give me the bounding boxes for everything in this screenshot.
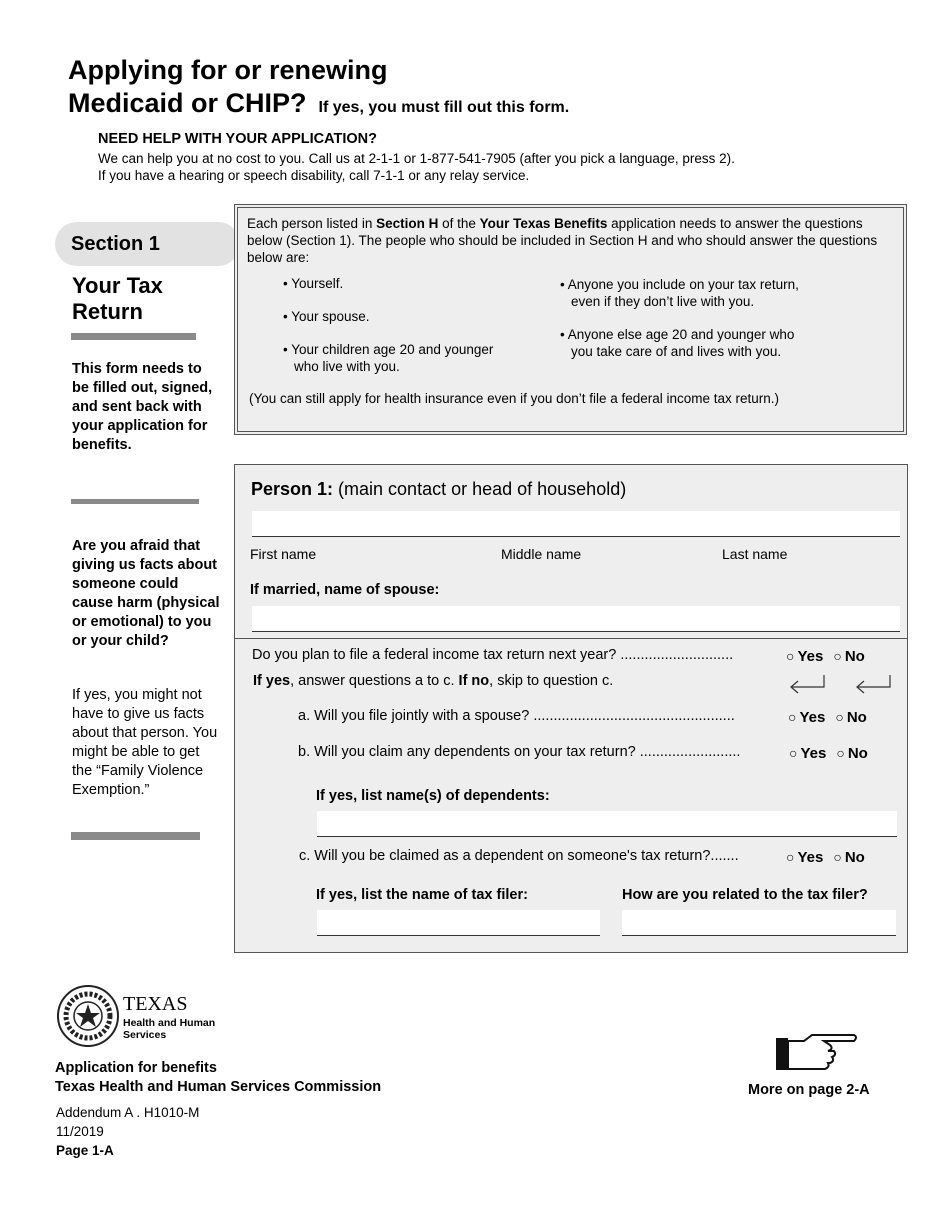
question-file-return: Do you plan to file a federal income tax return next year? ............................	[252, 647, 734, 663]
sidebar-note: This form needs to be filled out, signed, and sent back with your application for benefits.	[72, 361, 213, 453]
texas-seal-icon	[56, 984, 120, 1048]
list-item: • Anyone else age 20 and younger who you take care of and lives with you.	[560, 327, 795, 359]
page-title	[68, 54, 569, 124]
form-date: 11/2019	[56, 1124, 104, 1139]
question-a-no-radio[interactable]	[835, 709, 866, 726]
no-label: No	[844, 849, 865, 866]
title-line-2: Medicaid or CHIP?	[68, 88, 307, 118]
middle-name-label: Middle name	[501, 546, 582, 562]
sidebar-divider	[71, 499, 199, 504]
radio-icon: ○	[789, 745, 798, 761]
file-return-options	[786, 648, 865, 665]
radio-icon: ○	[786, 849, 795, 865]
intro-text: application needs to answer the questions below (Section 1). The people who should be included in Section H and who should answer the questions below are:	[247, 216, 878, 265]
yes-label: Yes	[800, 745, 827, 762]
title-subtitle: If yes, you must fill out this form.	[318, 99, 570, 116]
list-item: • Your spouse.	[283, 309, 370, 324]
instructions-intro	[247, 215, 897, 266]
list-item: • Anyone you include on your tax return, even if they don’t live with you.	[560, 277, 799, 309]
return-arrow-icon	[857, 675, 890, 693]
instr-bold: If yes	[253, 673, 291, 689]
question-c-options	[786, 849, 865, 866]
question-c: c. Will you be claimed as a dependent on someone's tax return?.......	[299, 848, 739, 864]
no-label: No	[844, 648, 865, 665]
tax-filer-input[interactable]	[317, 910, 600, 936]
question-a-yes-radio[interactable]	[788, 709, 825, 726]
section-label: Section 1	[55, 222, 240, 266]
title-line-1: Applying for or renewing	[68, 55, 388, 85]
file-return-no-radio[interactable]	[833, 648, 864, 665]
question-b-no-radio[interactable]	[836, 745, 867, 762]
first-name-label: First name	[250, 546, 317, 562]
intro-text: of the	[438, 216, 480, 231]
instructions-note: (You can still apply for health insurance even if you don’t file a federal income tax return.)	[249, 391, 780, 406]
intro-text: Each person listed in	[247, 216, 377, 231]
no-label: No	[846, 709, 867, 726]
more-on-next-page: More on page 2-A	[748, 1082, 870, 1098]
person-1-form	[234, 464, 908, 953]
spouse-label: If married, name of spouse:	[250, 582, 440, 598]
person-heading-rest: (main contact or head of household)	[333, 479, 627, 499]
relation-label: How are you related to the tax filer?	[622, 887, 868, 903]
sidebar-divider	[71, 832, 200, 840]
form-id: Addendum A . H1010-M	[56, 1105, 200, 1120]
eligible-list-left	[283, 275, 513, 391]
question-b-options	[789, 745, 868, 762]
instructions-box	[234, 204, 907, 435]
footer-agency: Texas Health and Human Services Commission	[55, 1079, 382, 1095]
instr-bold: If no	[458, 673, 490, 689]
radio-icon: ○	[835, 709, 844, 725]
return-arrow-icon	[791, 675, 824, 693]
tax-filer-label: If yes, list the name of tax filer:	[316, 887, 528, 903]
last-name-label: Last name	[722, 546, 788, 562]
help-line-1: We can help you at no cost to you. Call us at 2-1-1 or 1-877-541-7905 (after you pick a language, press 2).	[98, 151, 735, 166]
intro-bold: Section H	[376, 216, 439, 231]
list-item: • Your children age 20 and younger who live with you.	[283, 342, 494, 374]
list-item: • Yourself.	[283, 276, 344, 291]
sidebar-question: Are you afraid that giving us facts about someone could cause harm (physical or emotional) to you or your child?	[72, 538, 220, 649]
form-divider	[235, 638, 907, 639]
radio-icon: ○	[836, 745, 845, 761]
person-heading-bold: Person 1:	[251, 479, 334, 499]
pointing-hand-icon	[774, 1032, 860, 1076]
yes-label: Yes	[797, 648, 824, 665]
help-line-2: If you have a hearing or speech disability, call 7-1-1 or any relay service.	[98, 168, 530, 183]
footer-app-label: Application for benefits	[55, 1060, 217, 1076]
question-instructions	[253, 673, 613, 689]
dependents-label: If yes, list name(s) of dependents:	[316, 788, 550, 804]
name-input[interactable]	[252, 511, 900, 537]
question-a: a. Will you file jointly with a spouse? ..................................................	[298, 708, 735, 724]
no-label: No	[847, 745, 868, 762]
person-heading	[251, 479, 626, 500]
spouse-name-input[interactable]	[252, 606, 900, 632]
sidebar-answer: If yes, you might not have to give us facts about that person. You might be able to get the “Family Violence Exemption.”	[72, 687, 218, 798]
radio-icon: ○	[833, 648, 842, 664]
hhs-logo	[56, 984, 226, 1048]
section-title: Your Tax Return	[72, 273, 163, 324]
intro-bold: Your Texas Benefits	[479, 216, 608, 231]
logo-line-3: Services	[123, 1029, 167, 1041]
arrow-icons	[788, 672, 898, 698]
logo-texas: TEXAS	[123, 993, 188, 1015]
radio-icon: ○	[833, 849, 842, 865]
question-c-yes-radio[interactable]	[786, 849, 823, 866]
instr-text: , skip to question c.	[489, 673, 614, 689]
question-b-yes-radio[interactable]	[789, 745, 826, 762]
help-heading: NEED HELP WITH YOUR APPLICATION?	[98, 131, 378, 147]
file-return-yes-radio[interactable]	[786, 648, 823, 665]
footer-meta	[56, 1103, 199, 1160]
radio-icon: ○	[788, 709, 797, 725]
footer-title	[55, 1059, 381, 1097]
yes-label: Yes	[799, 709, 826, 726]
instr-text: , answer questions a to c.	[290, 673, 459, 689]
dependents-input[interactable]	[317, 811, 897, 837]
question-b: b. Will you claim any dependents on your tax return? .........................	[298, 744, 741, 760]
relation-input[interactable]	[622, 910, 896, 936]
page-number: Page 1-A	[56, 1143, 114, 1158]
radio-icon: ○	[786, 648, 795, 664]
logo-line-2: Health and Human	[123, 1017, 216, 1029]
sidebar-divider	[71, 333, 196, 340]
help-block	[98, 131, 735, 184]
question-a-options	[788, 709, 867, 726]
question-c-no-radio[interactable]	[833, 849, 864, 866]
eligible-list-right	[560, 276, 815, 376]
yes-label: Yes	[797, 849, 824, 866]
